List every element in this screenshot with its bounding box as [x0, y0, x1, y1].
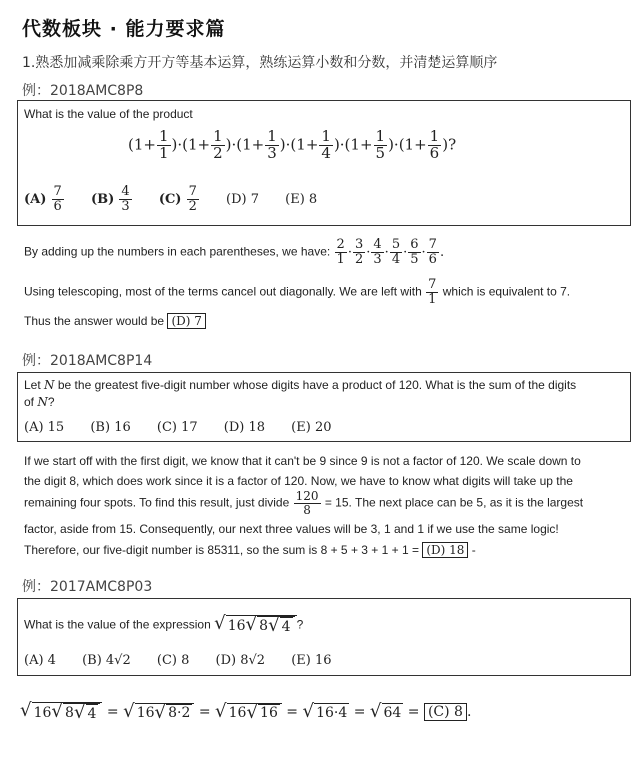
- question-text-3: What is the value of the expression √ 16 √ 8 √ 4 ?: [24, 613, 304, 636]
- requirement-text: 1.熟悉加减乘除乘方开方等基本运算，熟练运算小数和分数，并清楚运算顺序: [22, 55, 498, 71]
- question-text-1: What is the value of the product: [24, 107, 193, 121]
- answer-box-3: (C) 8: [424, 703, 467, 721]
- solution-2-line-3: remaining four spots. To find this result, just divide $\frac{120}{8}$ = 15. The next place can be 5, as it is the largest: [24, 489, 584, 517]
- example-label-1: 例：2018AMC8P8: [22, 83, 144, 99]
- solution-1-line-1: By adding up the numbers in each parentheses, we have: $\frac{2}{1}$ · $\frac{3}{2}$ · $\frac{4}{3}$ · $\frac{5}{4}$ · $\frac{6}{5}$ · $\frac{7}{6}$ .: [24, 237, 445, 267]
- solution-2-line-5: Therefore, our five-digit number is 85311, so the sum is 8 + 5 + 3 + 1 + 1 = (D) 18 -: [24, 543, 476, 557]
- choices-2: (A) 15 (B) 16 (C) 17 (D) 18 (E) 20: [24, 420, 332, 435]
- question-text-2: Let N be the greatest five-digit number whose digits have a product of 120. What is the sum of the digits: [24, 378, 577, 392]
- solution-2-line-1: If we start off with the first digit, we know that it can't be 9 since 9 is not a factor of 120. We scale down to: [24, 454, 581, 468]
- problem-box-2: [17, 372, 631, 442]
- product-expression: (1+ $\frac{1}{1}$ )·(1+ $\frac{1}{2}$ )·(1+ $\frac{1}{3}$ )·(1+ $\frac{1}{4}$ )·(1+ $\frac{1}{5}$ )·(1+ $\frac{1}{6}$ )?: [128, 127, 457, 162]
- answer-box-2: (D) 18: [422, 542, 468, 558]
- solution-2-line-2: the digit 8, which does work since it is a factor of 120. Now, we have to know what digits will take up the: [24, 474, 573, 488]
- example-label-3: 例：2017AMC8P03: [22, 579, 153, 595]
- choices-3: (A) 4 (B) 4√2 (C) 8 (D) 8√2 (E) 16: [24, 653, 332, 668]
- page-title: 代数板块 · 能力要求篇: [22, 18, 226, 40]
- solution-2-line-4: factor, aside from 15. Consequently, our next three values will be 3, 1 and 1 if we use the same logic!: [24, 522, 559, 536]
- choices-1: (A) $\frac{7}{6}$ (B) $\frac{4}{3}$ (C) $\frac{7}{2}$ (D) 7 (E) 8: [24, 184, 318, 214]
- solution-3-equation: √ 16 √ 8 √ 4 = √ 16 √ 8·2 = √ 16 √ 16 = √ 16·4 = √ 64 = (C) 8 .: [20, 700, 472, 723]
- question-text-2b: of N?: [24, 395, 55, 409]
- problem-box-1: [17, 100, 631, 226]
- example-label-2: 例：2018AMC8P14: [22, 353, 153, 369]
- problem-box-3: [17, 598, 631, 676]
- answer-box-1: (D) 7: [167, 313, 205, 329]
- solution-1-line-3: Thus the answer would be (D) 7: [24, 314, 206, 328]
- solution-1-line-2: Using telescoping, most of the terms cancel out diagonally. We are left with $\frac{7}{1}$ which is equivalent to 7.: [24, 277, 571, 307]
